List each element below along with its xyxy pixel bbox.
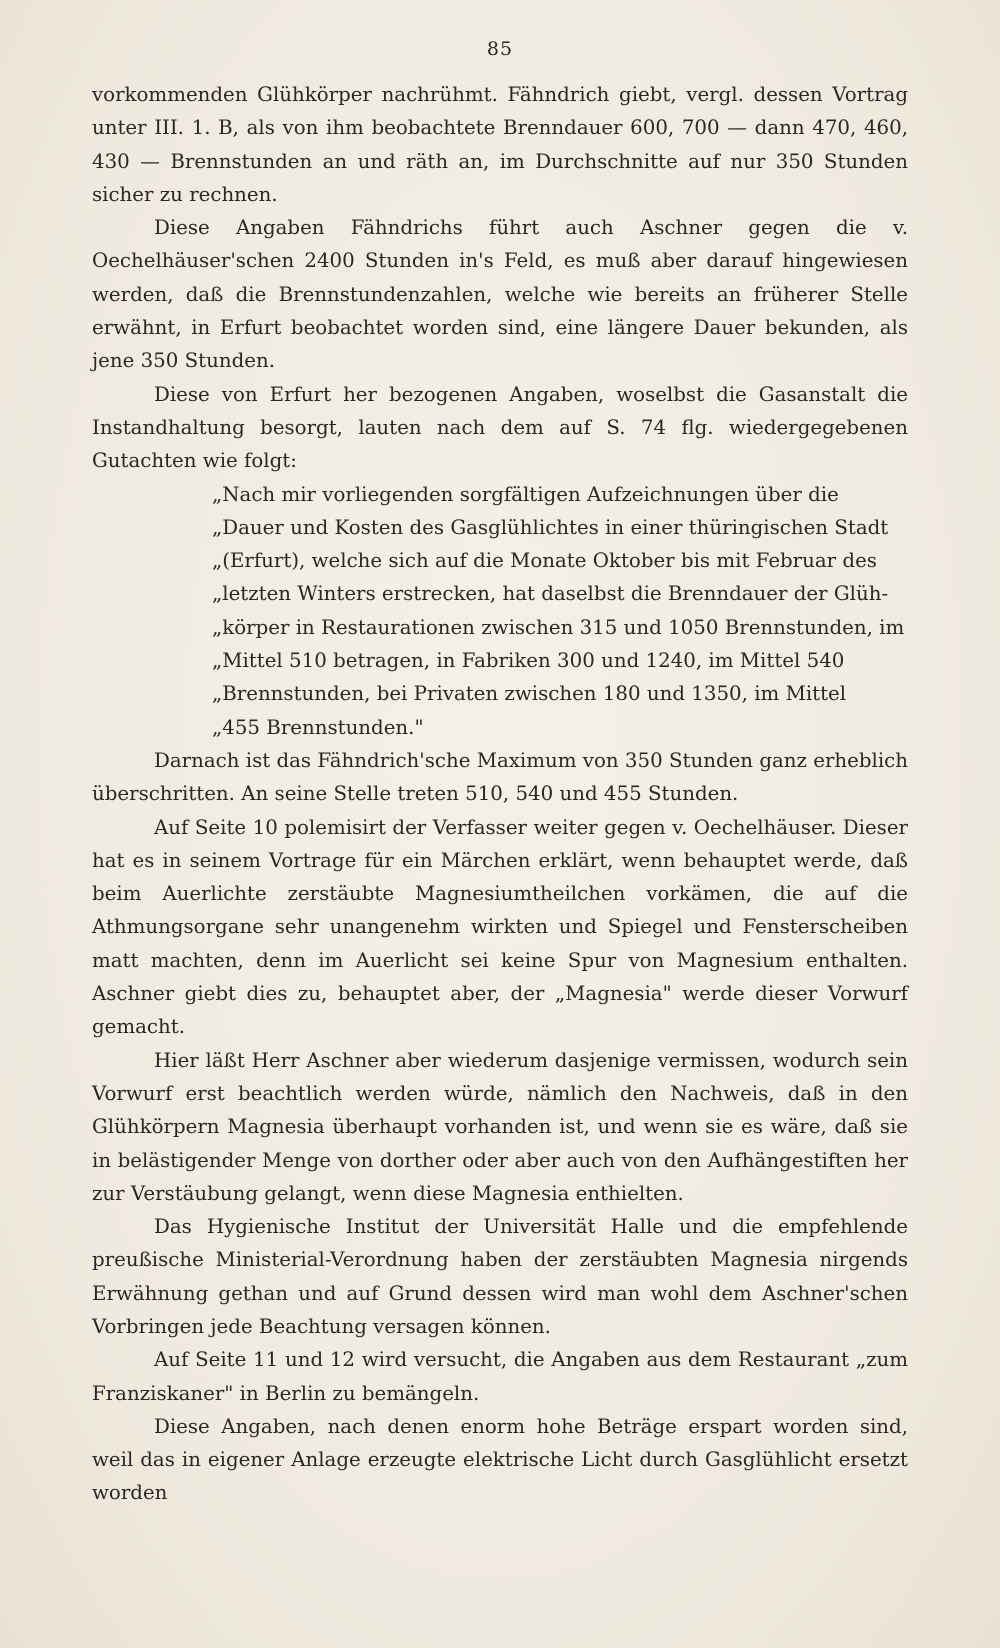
page-number: 85 — [486, 38, 514, 60]
quote-line: „(Erfurt), welche sich auf die Monate Oktober bis mit Februar des — [212, 549, 877, 573]
paragraph-continuation: vorkommenden Glühkörper nachrühmt. Fähndrich giebt, vergl. dessen Vortrag unter III. 1. B, als von ihm beobachtete Brenndauer 600, 700 — dann 470, 460, 430 — Brennstunden an und räth an, im Durchschnitte auf nur 350 Stunden sicher zu rechnen. — [92, 83, 908, 206]
paragraph: Hier läßt Herr Aschner aber wiederum dasjenige vermissen, wodurch sein Vorwurf erst beachtlich werden würde, nämlich den Nachweis, daß in den Glühkörpern Magnesia überhaupt vorhanden ist, und wenn sie es wäre, daß sie in belästigender Menge von dorther oder aber auch von den Aufhängestiften her zur Verstäubung gelangt, wenn diese Magnesia enthielten. — [92, 1048, 908, 1205]
quote-line: „Nach mir vorliegenden sorgfältigen Aufzeichnungen über die — [212, 482, 839, 506]
quote-line: „letzten Winters erstrecken, hat daselbst die Brenndauer der Glüh- — [212, 582, 889, 606]
paragraph-cut-off: Diese Angaben, nach denen enorm hohe Beträge erspart worden sind, weil das in eigener Anlage erzeugte elektrische Licht durch Gasglühlicht ersetzt worden — [92, 1414, 908, 1505]
paragraph: Auf Seite 11 und 12 wird versucht, die Angaben aus dem Restaurant „zum Franziskaner" in Berlin zu bemängeln. — [92, 1348, 908, 1405]
paragraph: Diese Angaben Fähndrichs führt auch Aschner gegen die v. Oechelhäuser'schen 2400 Stunden in's Feld, es muß aber darauf hingewiesen werden, daß die Brennstundenzahlen, welche wie bereits an früherer Stelle erwähnt, in Erfurt beobachtet worden sind, eine längere Dauer bekunden, als jene 350 Stunden. — [92, 216, 908, 373]
paragraph: Auf Seite 10 polemisirt der Verfasser weiter gegen v. Oechelhäuser. Dieser hat es in seinem Vortrage für ein Märchen erklärt, wenn behauptet werde, daß beim Auerlichte zerstäubte Magnesiumtheilchen vorkämen, die auf die Athmungsorgane sehr unangenehm wirkten und Spiegel und Fensterscheiben matt machten, denn im Auerlicht sei keine Spur von Magnesium enthalten. Aschner giebt dies zu, behauptet aber, der „Magnesia" werde dieser Vorwurf gemacht. — [92, 815, 908, 1039]
quote-line: „Brennstunden, bei Privaten zwischen 180 und 1350, im Mittel — [212, 682, 847, 706]
quote-line: „Dauer und Kosten des Gasglühlichtes in einer thüringischen Stadt — [212, 515, 889, 539]
quote-line: „körper in Restaurationen zwischen 315 und 1050 Brennstunden, im — [212, 615, 905, 639]
paragraph: Diese von Erfurt her bezogenen Angaben, woselbst die Gasanstalt die Instandhaltung besorgt, lauten nach dem auf S. 74 flg. wiedergegebenen Gutachten wie folgt: — [92, 382, 908, 473]
quote-line: „455 Brennstunden." — [212, 715, 424, 739]
quote-line: „Mittel 510 betragen, in Fabriken 300 und 1240, im Mittel 540 — [212, 649, 845, 673]
quoted-report — [92, 478, 908, 744]
paragraph: Darnach ist das Fähndrich'sche Maximum von 350 Stunden ganz erheblich überschritten. An seine Stelle treten 510, 540 und 455 Stunden. — [92, 748, 908, 806]
paragraph: Das Hygienische Institut der Universität Halle und die empfehlende preußische Ministerial-Verordnung haben der zerstäubten Magnesia nirgends Erwähnung gethan und auf Grund dessen wird man wohl dem Aschner'schen Vorbringen jede Beachtung versagen können. — [92, 1215, 908, 1338]
